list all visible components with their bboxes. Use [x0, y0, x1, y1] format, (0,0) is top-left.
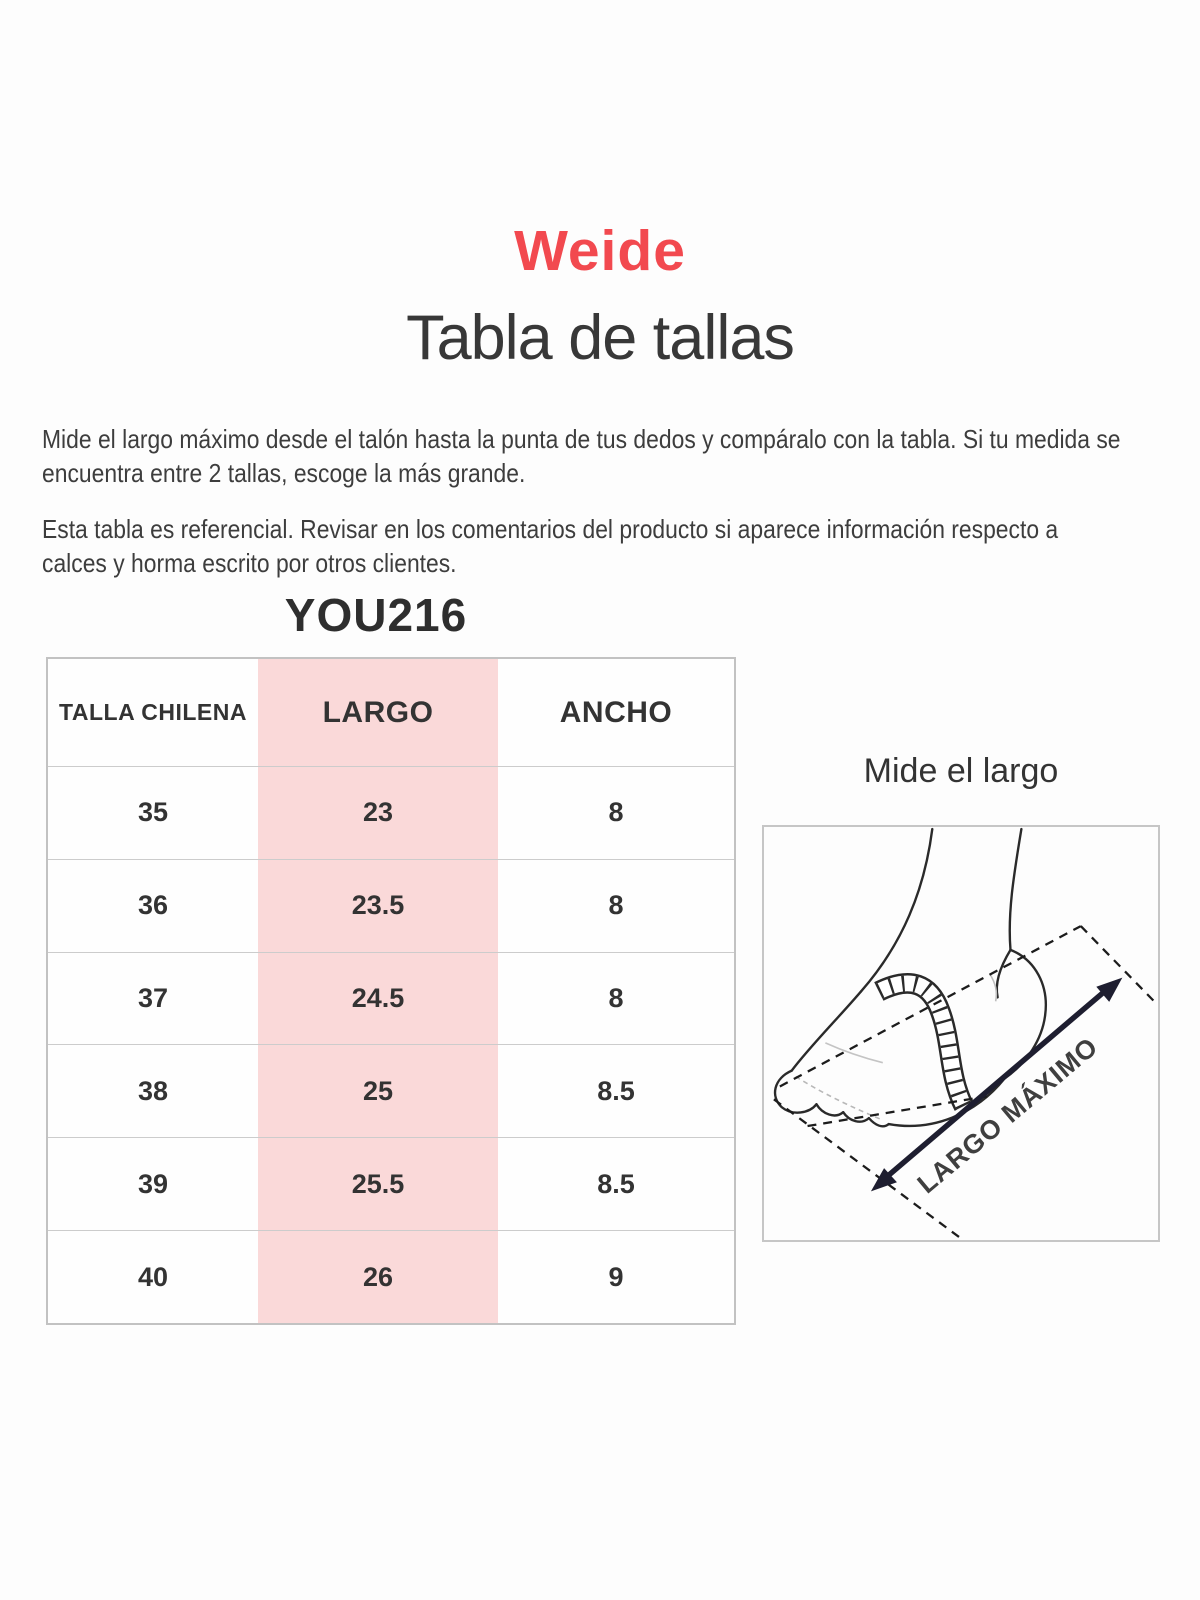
- size-cell: 24.5: [258, 953, 498, 1045]
- measure-guide-panel: [762, 825, 1160, 1242]
- size-cell: 35: [137, 797, 169, 828]
- table-row: [48, 766, 734, 859]
- size-cell: 8.5: [597, 1168, 635, 1199]
- size-cell: 8: [608, 983, 624, 1014]
- size-table: [46, 657, 736, 1325]
- table-header-row: [48, 659, 734, 766]
- size-cell: 9: [608, 1261, 624, 1292]
- size-cell: 8.5: [597, 1075, 635, 1106]
- product-code-heading: YOU216: [284, 589, 468, 641]
- size-cell: 37: [137, 983, 169, 1014]
- intro-paragraph-1: Mide el largo máximo desde el talón hasta la punta de tus dedos y compáralo con la tabla. Si tu medida se encuentra entre 2 tallas, escoge la más grande.: [42, 424, 1121, 488]
- table-row: [48, 952, 734, 1045]
- column-header-ancho: ANCHO: [559, 695, 673, 729]
- size-cell: 25: [258, 1045, 498, 1137]
- table-row: [48, 1230, 734, 1323]
- size-cell: 25.5: [258, 1138, 498, 1230]
- size-cell: 23.5: [258, 860, 498, 952]
- column-header-talla-chilena: TALLA CHILENA: [59, 699, 247, 725]
- size-cell: 8: [608, 797, 624, 828]
- page-title: Tabla de tallas: [406, 303, 794, 373]
- brand-logo: Weide: [514, 219, 686, 283]
- foot-measure-illustration: [764, 827, 1158, 1240]
- measure-guide-title: Mide el largo: [863, 752, 1059, 790]
- table-row: [48, 1044, 734, 1137]
- table-row: [48, 1137, 734, 1230]
- size-cell: 8: [608, 890, 624, 921]
- measuring-tape: [879, 983, 964, 1106]
- arrow-label: LARGO MÁXIMO: [911, 1031, 1104, 1200]
- intro-paragraph-2: Esta tabla es referencial. Revisar en los comentarios del producto si aparece información respecto a calces y horma escrito por otros clientes.: [42, 514, 1059, 578]
- column-header-largo: LARGO: [258, 659, 498, 766]
- size-cell: 23: [258, 767, 498, 859]
- table-row: [48, 859, 734, 952]
- size-cell: 26: [258, 1231, 498, 1323]
- measure-arrow: [871, 978, 1122, 1192]
- size-cell: 36: [137, 890, 169, 921]
- size-cell: 38: [137, 1075, 169, 1106]
- size-cell: 40: [137, 1261, 169, 1292]
- size-cell: 39: [137, 1168, 169, 1199]
